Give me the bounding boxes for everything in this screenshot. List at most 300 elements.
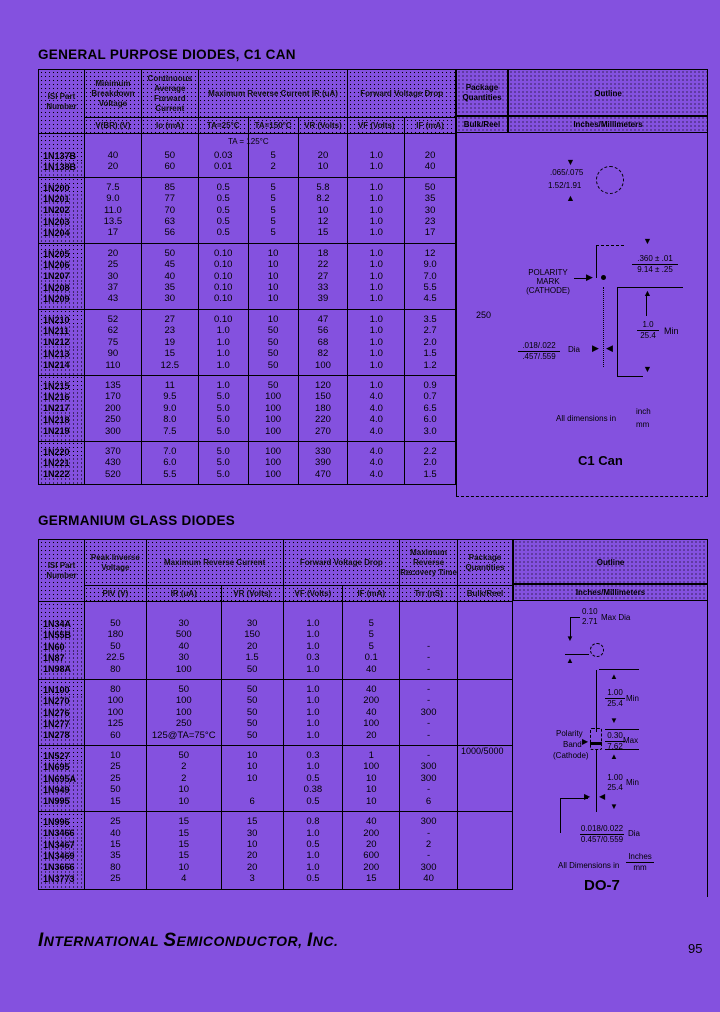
cell-ir: 30 bbox=[146, 602, 221, 630]
cell-io: 15 bbox=[141, 348, 198, 359]
cell-ir25: 0.10 bbox=[198, 293, 248, 309]
outline-header-cell bbox=[508, 69, 708, 133]
cell-vr: 33 bbox=[298, 282, 348, 293]
cell-vf: 1.0 bbox=[348, 293, 405, 309]
header-inches-mm: Inches/Millimeters bbox=[508, 115, 708, 133]
lead-len-mm: 25.4 bbox=[640, 331, 656, 340]
body-len-mm: 7.62 bbox=[607, 742, 623, 751]
part-number-cell: 1N98A bbox=[39, 664, 85, 680]
cell-io: 11 bbox=[141, 375, 198, 391]
cell-package bbox=[458, 629, 513, 640]
cell-io: 30 bbox=[141, 293, 198, 309]
cell-ir: 15 bbox=[146, 812, 221, 828]
cell-vbr: 11.0 bbox=[84, 205, 141, 216]
cell-vf: 4.0 bbox=[348, 414, 405, 425]
header-ir: IR (uA) bbox=[146, 586, 221, 602]
cell-ir25: 1.0 bbox=[198, 360, 248, 376]
page-number: 95 bbox=[688, 941, 703, 956]
cell-piv: 25 bbox=[84, 812, 146, 828]
cell-ir25: 0.10 bbox=[198, 309, 248, 325]
cell-vr: 10 bbox=[221, 773, 283, 784]
cell-ir25: 0.5 bbox=[198, 216, 248, 227]
lead-dia-mm: .457/.559 bbox=[522, 352, 556, 361]
cell-io: 8.0 bbox=[141, 414, 198, 425]
dim-line bbox=[617, 376, 643, 377]
cell-ir25: 5.0 bbox=[198, 441, 248, 457]
cell-io: 40 bbox=[141, 271, 198, 282]
cell-trr: - bbox=[400, 828, 458, 839]
cell-ir150: 100 bbox=[248, 426, 298, 442]
part-number-cell: 1N695A bbox=[39, 773, 85, 784]
table-row bbox=[39, 243, 456, 259]
cell-vr: 1.5 bbox=[221, 652, 283, 663]
cell-ir150: 10 bbox=[248, 282, 298, 293]
part-number-cell: 1N3773 bbox=[39, 873, 85, 889]
cell-vf: 1.0 bbox=[348, 134, 405, 162]
company-initial-i: I bbox=[38, 930, 44, 951]
header-avg-current: Continuous Average Forward Current bbox=[141, 70, 198, 118]
table-row bbox=[39, 414, 456, 425]
table-row bbox=[39, 348, 456, 359]
cell-package bbox=[458, 873, 513, 889]
cell-io: 9.5 bbox=[141, 391, 198, 402]
cell-package bbox=[458, 602, 513, 630]
dim-line bbox=[570, 617, 580, 618]
c1-can-label: C1 Can bbox=[578, 453, 623, 468]
part-number-cell: 1N55B bbox=[39, 629, 85, 640]
table-row bbox=[39, 271, 456, 282]
cell-vbr: 20 bbox=[84, 243, 141, 259]
cell-vr: 12 bbox=[298, 216, 348, 227]
dim-line bbox=[617, 287, 618, 377]
cell-trr: 40 bbox=[400, 873, 458, 889]
cell-ir: 500 bbox=[146, 629, 221, 640]
arrow-right-icon: ▶ bbox=[582, 737, 589, 746]
cell-if: 5 bbox=[343, 641, 400, 652]
table-row bbox=[39, 641, 513, 652]
cell-if: 0.9 bbox=[405, 375, 456, 391]
cell-vr: 150 bbox=[298, 391, 348, 402]
cell-vr: 50 bbox=[221, 664, 283, 680]
table-row bbox=[39, 216, 456, 227]
cell-vr: 22 bbox=[298, 259, 348, 270]
cell-ir150: 50 bbox=[248, 337, 298, 348]
cell-if: 2.0 bbox=[405, 337, 456, 348]
cell-ir150: 100 bbox=[248, 414, 298, 425]
arrow-right-icon: ▶ bbox=[592, 343, 599, 353]
cell-if: 50 bbox=[405, 177, 456, 193]
arrow-up-icon: ▲ bbox=[643, 288, 652, 298]
cell-ir150: 2 bbox=[248, 161, 298, 177]
max-label: Max bbox=[623, 736, 639, 745]
cell-io: 63 bbox=[141, 216, 198, 227]
cell-vr: 5.8 bbox=[298, 177, 348, 193]
cell-ir: 100 bbox=[146, 664, 221, 680]
header-ir25: TA=25°C bbox=[198, 118, 248, 134]
cell-piv: 25 bbox=[84, 761, 146, 772]
table-row bbox=[39, 812, 513, 828]
lead-len2-dim bbox=[605, 773, 625, 793]
cell-vr: 10 bbox=[298, 205, 348, 216]
general-purpose-diodes-table bbox=[38, 69, 456, 485]
table-row bbox=[39, 873, 513, 889]
cell-vr: 8.2 bbox=[298, 193, 348, 204]
cell-trr bbox=[400, 602, 458, 630]
cell-vf: 1.0 bbox=[348, 205, 405, 216]
cell-if: 0.1 bbox=[343, 652, 400, 663]
cell-vf: 1.0 bbox=[283, 695, 343, 706]
table-row bbox=[39, 193, 456, 204]
lead-len-inch: 1.0 bbox=[637, 320, 659, 331]
cell-if: 5 bbox=[343, 602, 400, 630]
header-package: Package Quantities bbox=[458, 540, 513, 586]
cell-vf: 1.0 bbox=[283, 664, 343, 680]
cell-if: 6.0 bbox=[405, 414, 456, 425]
header-vf: VF (Volts) bbox=[283, 586, 343, 602]
cell-piv: 22.5 bbox=[84, 652, 146, 663]
cell-vf: 1.0 bbox=[283, 828, 343, 839]
header-trr-unit: Trr (nS) bbox=[400, 586, 458, 602]
cell-ir: 4 bbox=[146, 873, 221, 889]
cell-trr: - bbox=[400, 718, 458, 729]
cell-io: 77 bbox=[141, 193, 198, 204]
cell-vbr: 300 bbox=[84, 426, 141, 442]
arrow-down-icon: ▼ bbox=[610, 802, 618, 811]
cell-trr: 300 bbox=[400, 761, 458, 772]
polarity-dot bbox=[601, 275, 606, 280]
header-piv: Peak Inverse Voltage bbox=[84, 540, 146, 586]
cell-if: 1.5 bbox=[405, 469, 456, 485]
header-piv-unit: PIV (V) bbox=[84, 586, 146, 602]
cell-ir25: 5.0 bbox=[198, 391, 248, 402]
table-row bbox=[39, 360, 456, 376]
table-row bbox=[39, 325, 456, 336]
cell-trr: - bbox=[400, 664, 458, 680]
cell-if: 10 bbox=[343, 784, 400, 795]
part-number-cell: 1N219 bbox=[39, 426, 85, 442]
cell-ir25: 5.0 bbox=[198, 414, 248, 425]
cell-if: 600 bbox=[343, 850, 400, 861]
cell-vf: 1.0 bbox=[348, 227, 405, 243]
cell-if: 10 bbox=[343, 773, 400, 784]
cell-vf: 1.0 bbox=[348, 259, 405, 270]
arrow-up-icon: ▲ bbox=[610, 752, 618, 761]
cell-vr: 15 bbox=[298, 227, 348, 243]
cathode-label: (Cathode) bbox=[553, 751, 589, 760]
table-row bbox=[39, 629, 513, 640]
cell-io: 70 bbox=[141, 205, 198, 216]
header-vr: VR (Volts) bbox=[298, 118, 348, 134]
part-number-cell: 1N200 bbox=[39, 177, 85, 193]
cell-vr: 20 bbox=[221, 850, 283, 861]
header-forward-drop: Forward Voltage Drop bbox=[283, 540, 400, 586]
cell-trr: 300 bbox=[400, 812, 458, 828]
arrow-down-icon: ▼ bbox=[643, 364, 652, 374]
cell-vf: 1.0 bbox=[283, 629, 343, 640]
cell-vf: 1.0 bbox=[283, 707, 343, 718]
cell-vbr: 7.5 bbox=[84, 177, 141, 193]
cell-vf: 4.0 bbox=[348, 403, 405, 414]
cell-if: 40 bbox=[343, 707, 400, 718]
cell-trr: - bbox=[400, 641, 458, 652]
cell-if: 40 bbox=[405, 161, 456, 177]
cell-trr: - bbox=[400, 652, 458, 663]
cell-if: 2.7 bbox=[405, 325, 456, 336]
cell-piv: 15 bbox=[84, 796, 146, 812]
cell-package bbox=[458, 773, 513, 784]
cell-io: 50 bbox=[141, 243, 198, 259]
polarity-label: Polarity bbox=[556, 729, 583, 738]
table-row bbox=[39, 862, 513, 873]
table-row bbox=[39, 282, 456, 293]
cell-vr: 470 bbox=[298, 469, 348, 485]
cell-io: 6.0 bbox=[141, 457, 198, 468]
cell-ir: 100 bbox=[146, 695, 221, 706]
table-row bbox=[39, 680, 513, 696]
header-reverse-current: Maximum Reverse Current IR (uA) bbox=[198, 70, 348, 118]
package-qty-do7: 1000/5000 bbox=[461, 746, 504, 756]
part-number-cell: 1N995 bbox=[39, 796, 85, 812]
cell-vr: 10 bbox=[298, 161, 348, 177]
cell-if: 1.2 bbox=[405, 360, 456, 376]
cell-trr: 300 bbox=[400, 773, 458, 784]
cell-vf: 1.0 bbox=[283, 641, 343, 652]
part-number-cell: 1N527 bbox=[39, 746, 85, 762]
cell-vbr: 110 bbox=[84, 360, 141, 376]
cell-vr: 270 bbox=[298, 426, 348, 442]
cell-package bbox=[458, 784, 513, 795]
cell-ir: 15 bbox=[146, 828, 221, 839]
cell-ir: 2 bbox=[146, 773, 221, 784]
cell-package bbox=[458, 707, 513, 718]
cell-ir: 40 bbox=[146, 641, 221, 652]
cell-vbr: 200 bbox=[84, 403, 141, 414]
package-qty-c1: 250 bbox=[476, 310, 492, 320]
cell-vr: 18 bbox=[298, 243, 348, 259]
cell-vf: 1.0 bbox=[348, 271, 405, 282]
header-reverse-current: Maximum Reverse Current bbox=[146, 540, 283, 586]
cell-ir25: 1.0 bbox=[198, 337, 248, 348]
part-number-cell: 1N201 bbox=[39, 193, 85, 204]
cell-trr: - bbox=[400, 680, 458, 696]
header-bulk-reel: Bulk/Reel bbox=[456, 115, 508, 133]
cell-vr: 47 bbox=[298, 309, 348, 325]
all-dims-label: All dimensions in bbox=[556, 414, 617, 423]
cell-trr bbox=[400, 629, 458, 640]
cell-vf: 0.5 bbox=[283, 873, 343, 889]
cell-ir: 15 bbox=[146, 850, 221, 861]
header-if: IF (mA) bbox=[405, 118, 456, 134]
table-row bbox=[39, 403, 456, 414]
cell-piv: 100 bbox=[84, 707, 146, 718]
do7-label: DO-7 bbox=[584, 877, 620, 894]
cell-piv: 125 bbox=[84, 718, 146, 729]
cell-vr: 68 bbox=[298, 337, 348, 348]
lead-line bbox=[596, 670, 597, 732]
body-dia-inch: .065/.075 bbox=[550, 168, 584, 177]
part-number-cell: 1N695 bbox=[39, 761, 85, 772]
cell-vbr: 135 bbox=[84, 375, 141, 391]
cell-vr: 150 bbox=[221, 629, 283, 640]
cell-piv: 180 bbox=[84, 629, 146, 640]
cell-vf: 1.0 bbox=[283, 850, 343, 861]
cell-vr: 50 bbox=[221, 680, 283, 696]
cell-vf: 1.0 bbox=[283, 680, 343, 696]
part-number-cell: 1N137B bbox=[39, 134, 85, 162]
cell-if: 10 bbox=[343, 796, 400, 812]
company-word-3: NC. bbox=[312, 933, 339, 949]
cell-ir150: 5 bbox=[248, 216, 298, 227]
cell-ir: 15 bbox=[146, 839, 221, 850]
cell-if: 7.0 bbox=[405, 271, 456, 282]
table-row bbox=[39, 161, 456, 177]
cell-if: 12 bbox=[405, 243, 456, 259]
cell-trr: 300 bbox=[400, 862, 458, 873]
cell-vr: 330 bbox=[298, 441, 348, 457]
cell-vr: 56 bbox=[298, 325, 348, 336]
part-number-cell: 1N949 bbox=[39, 784, 85, 795]
part-number-cell: 1N210 bbox=[39, 309, 85, 325]
cell-package bbox=[458, 862, 513, 873]
cell-piv: 15 bbox=[84, 839, 146, 850]
cell-if: 4.5 bbox=[405, 293, 456, 309]
cell-if: 23 bbox=[405, 216, 456, 227]
lead-len-inch: 1.00 bbox=[605, 688, 625, 699]
cell-vbr: 40 bbox=[84, 134, 141, 162]
cell-io: 7.0 bbox=[141, 441, 198, 457]
cell-ir: 30 bbox=[146, 652, 221, 663]
part-number-cell: 1N209 bbox=[39, 293, 85, 309]
table-row bbox=[39, 457, 456, 468]
header-io: Io (mA) bbox=[141, 118, 198, 134]
cell-vf: 0.38 bbox=[283, 784, 343, 795]
polarity-band bbox=[590, 742, 602, 745]
cell-vr: 6 bbox=[221, 796, 283, 812]
lead-len-dim bbox=[605, 688, 625, 709]
cell-vr: 100 bbox=[298, 360, 348, 376]
table-row bbox=[39, 850, 513, 861]
cell-trr: 6 bbox=[400, 796, 458, 812]
header-ir150: TA=150°C bbox=[248, 118, 298, 134]
cell-if: 1.5 bbox=[405, 348, 456, 359]
cell-ir150: 50 bbox=[248, 325, 298, 336]
lead-len-dim bbox=[637, 320, 659, 341]
cell-if: 40 bbox=[343, 664, 400, 680]
table-row bbox=[39, 375, 456, 391]
arrow-up-icon: ▲ bbox=[566, 656, 574, 665]
band-label: Band bbox=[563, 740, 582, 749]
header-if: IF (mA) bbox=[343, 586, 400, 602]
cell-piv: 80 bbox=[84, 664, 146, 680]
cell-if: 200 bbox=[343, 862, 400, 873]
part-number-cell: 1N138B bbox=[39, 161, 85, 177]
can-top-view-circle bbox=[596, 166, 624, 194]
cell-ir: 100 bbox=[146, 707, 221, 718]
cell-vf: 1.0 bbox=[348, 337, 405, 348]
header-part-number: ISI Part Number bbox=[39, 540, 85, 602]
cell-vbr: 13.5 bbox=[84, 216, 141, 227]
cell-vf: 1.0 bbox=[348, 360, 405, 376]
cell-io: 9.0 bbox=[141, 403, 198, 414]
cell-vbr: 52 bbox=[84, 309, 141, 325]
cell-vr: 50 bbox=[221, 695, 283, 706]
cell-ir25: 5.0 bbox=[198, 403, 248, 414]
cell-vr: 20 bbox=[221, 862, 283, 873]
cell-ir150: 100 bbox=[248, 441, 298, 457]
cell-ir25: 5.0 bbox=[198, 426, 248, 442]
header-outline: Outline bbox=[508, 69, 708, 117]
cell-if: 40 bbox=[343, 812, 400, 828]
cell-piv: 50 bbox=[84, 784, 146, 795]
max-dia-mm: 2.71 bbox=[582, 617, 598, 626]
dim-line bbox=[599, 669, 639, 670]
dim-line bbox=[646, 296, 647, 316]
arrow-down-icon: ▼ bbox=[566, 157, 575, 167]
part-number-cell: 1N215 bbox=[39, 375, 85, 391]
table-row bbox=[39, 707, 513, 718]
cell-vr: 50 bbox=[221, 707, 283, 718]
cell-io: 56 bbox=[141, 227, 198, 243]
header-vr: VR (Volts) bbox=[221, 586, 283, 602]
lead-line bbox=[596, 750, 597, 812]
part-number-cell: 1N207 bbox=[39, 271, 85, 282]
length-inch: .360 ± .01 bbox=[632, 254, 678, 265]
company-word-2: EMICONDUCTOR, bbox=[176, 933, 307, 949]
divider bbox=[456, 133, 457, 497]
table-row bbox=[39, 746, 513, 762]
dim-line bbox=[565, 654, 589, 655]
company-initial-s: S bbox=[163, 930, 177, 951]
cell-if: 3.0 bbox=[405, 426, 456, 442]
dia-label: Dia bbox=[628, 829, 641, 838]
cell-ir150: 100 bbox=[248, 469, 298, 485]
cell-io: 23 bbox=[141, 325, 198, 336]
cell-vr: 27 bbox=[298, 271, 348, 282]
cell-package bbox=[458, 680, 513, 696]
cell-ir25: 5.0 bbox=[198, 457, 248, 468]
lead-len-mm: 25.4 bbox=[607, 699, 623, 708]
units-frac bbox=[626, 852, 654, 873]
max-dia-label: Max Dia bbox=[601, 613, 631, 622]
part-number-cell: 1N276 bbox=[39, 707, 85, 718]
cell-package bbox=[458, 664, 513, 680]
cell-vr: 50 bbox=[221, 730, 283, 746]
divider bbox=[456, 496, 708, 497]
cell-io: 7.5 bbox=[141, 426, 198, 442]
cell-ir: 10 bbox=[146, 784, 221, 795]
part-number-cell: 1N216 bbox=[39, 391, 85, 402]
cell-if: 2.0 bbox=[405, 457, 456, 468]
lead-dia-inch: 0.018/0.022 bbox=[580, 824, 624, 833]
cell-if: 30 bbox=[405, 205, 456, 216]
cell-package bbox=[458, 828, 513, 839]
cell-vbr: 30 bbox=[84, 271, 141, 282]
part-number-cell: 1N278 bbox=[39, 730, 85, 746]
inches-label: Inches bbox=[626, 852, 654, 863]
germanium-glass-diodes-table bbox=[38, 539, 513, 890]
cell-vf: 1.0 bbox=[348, 193, 405, 204]
cell-piv: 60 bbox=[84, 730, 146, 746]
cell-ir150: 10 bbox=[248, 243, 298, 259]
table-row bbox=[39, 652, 513, 663]
cell-vr: 120 bbox=[298, 375, 348, 391]
cell-package bbox=[458, 695, 513, 706]
cell-piv: 25 bbox=[84, 773, 146, 784]
cell-io: 27 bbox=[141, 309, 198, 325]
body-len-inch: 0.30 bbox=[605, 731, 625, 742]
cell-io: 60 bbox=[141, 161, 198, 177]
table-row bbox=[39, 227, 456, 243]
